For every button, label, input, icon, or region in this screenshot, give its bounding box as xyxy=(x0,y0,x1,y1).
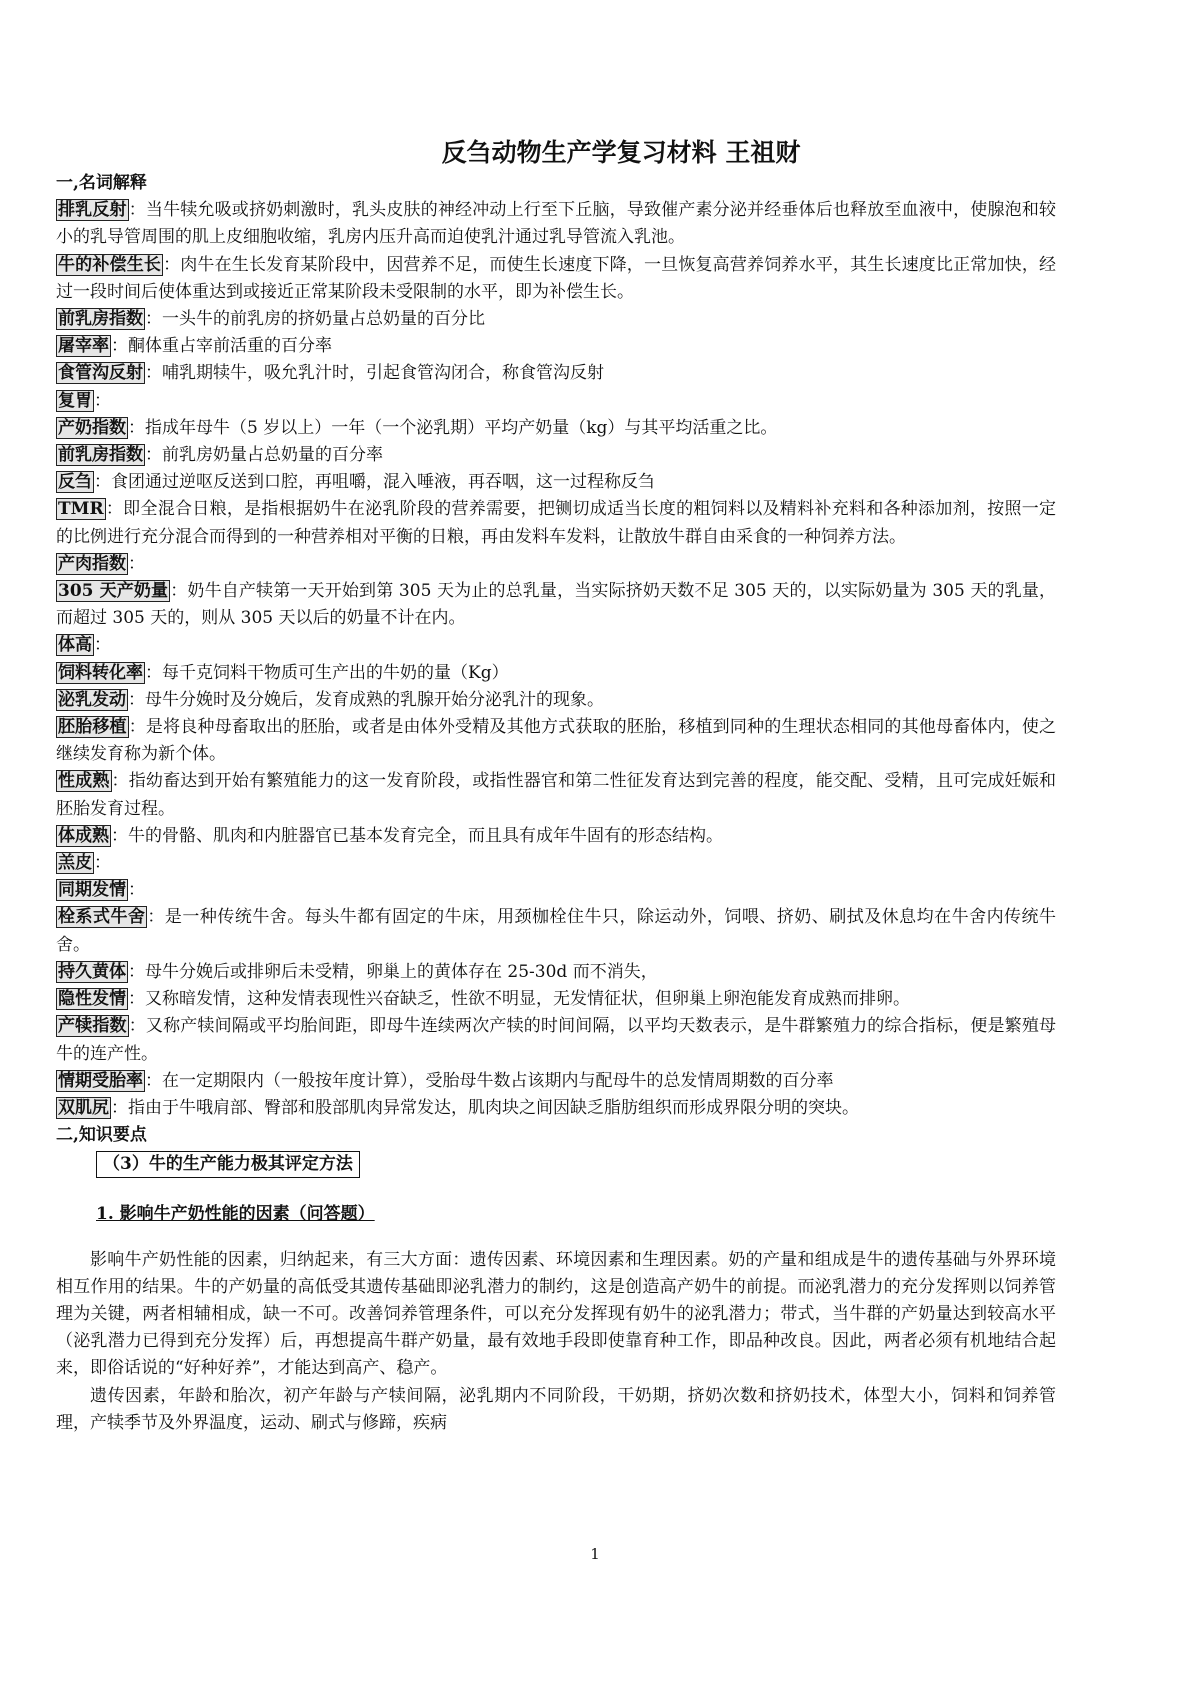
page-number: 1 xyxy=(590,1545,600,1563)
glossary-term: 同期发情 xyxy=(58,880,126,901)
glossary-term: 反刍 xyxy=(58,472,92,493)
colon: ： xyxy=(128,417,145,438)
glossary-term: 牛的补偿生长 xyxy=(58,254,162,275)
colon: ： xyxy=(128,200,146,221)
glossary-term: 产奶指数 xyxy=(58,417,126,438)
colon: ： xyxy=(105,499,124,520)
colon: ： xyxy=(94,472,111,493)
glossary-entry xyxy=(56,360,1056,387)
glossary-entry xyxy=(56,252,1056,306)
glossary-term: 持久黄体 xyxy=(58,961,126,982)
glossary-entry xyxy=(56,660,1056,687)
colon: ： xyxy=(111,825,128,846)
glossary-entry xyxy=(56,768,1056,822)
glossary-definition: 即全混合日粮，是指根据奶牛在泌乳阶段的营养需要，把铡切成适当长度的粗饲料以及精料补充料和各种添加剂，按照一定的比例进行充分混合而得到的一种营养相对平衡的日粮，再由发料车发料，让散放牛群自由采食的一种饲养方法。 xyxy=(56,499,1057,547)
glossary-definition: 又称产犊间隔或平均胎间距，即母牛连续两次产犊的时间间隔，以平均天数表示，是牛群繁殖力的综合指标，便是繁殖母牛的连产性。 xyxy=(56,1016,1057,1064)
colon: ： xyxy=(111,336,128,357)
glossary-term: 胚胎移植 xyxy=(58,717,127,738)
glossary-term: 饲料转化率 xyxy=(58,662,143,683)
glossary-term: 排乳反射 xyxy=(58,200,127,221)
glossary-term: 体高 xyxy=(58,635,92,656)
glossary-entry xyxy=(56,551,1056,578)
glossary-term: TMR xyxy=(58,499,104,520)
glossary-entry xyxy=(56,823,1056,850)
glossary-definition: 母牛分娩时及分娩后，发育成熟的乳腺开始分泌乳汁的现象。 xyxy=(145,689,604,710)
glossary-entry xyxy=(56,687,1056,714)
glossary-entry xyxy=(56,986,1056,1013)
glossary-definition: 牛的骨骼、肌肉和内脏器官已基本发育完全，而且具有成年牛固有的形态结构。 xyxy=(128,825,723,846)
glossary-entry xyxy=(56,442,1056,469)
glossary-term: 复胃 xyxy=(58,390,92,411)
colon: ： xyxy=(145,445,162,466)
glossary-definition: 当牛犊允吸或挤奶刺激时，乳头皮肤的神经冲动上行至下丘脑，导致催产素分泌并经垂体后也释放至血液中，使腺泡和较小的乳导管周围的肌上皮细胞收缩，乳房内压升高而迫使乳汁通过乳导管流入乳池。 xyxy=(56,200,1057,248)
colon: ： xyxy=(128,880,145,901)
colon: ： xyxy=(128,717,146,738)
colon: ： xyxy=(94,635,111,656)
glossary-entry xyxy=(56,850,1056,877)
section-heading-glossary: 一,名词解释 xyxy=(56,173,147,193)
glossary-term: 羔皮 xyxy=(58,853,92,874)
glossary-term: 双肌尻 xyxy=(58,1097,109,1118)
glossary-term: 体成熟 xyxy=(58,825,109,846)
colon: ： xyxy=(145,662,162,683)
glossary-entry xyxy=(56,578,1056,632)
colon: ： xyxy=(128,1016,146,1037)
glossary-definition: 前乳房奶量占总奶量的百分率 xyxy=(162,445,383,466)
colon: ： xyxy=(111,1097,128,1118)
glossary-definition: 每千克饲料干物质可生产出的牛奶的量（Kg） xyxy=(162,662,509,683)
glossary-definition: 指由于牛哦肩部、臀部和股部肌肉异常发达，肌肉块之间因缺乏脂肪组织而形成界限分明的突块。 xyxy=(128,1097,859,1118)
glossary-definition: 食团通过逆呕反送到口腔，再咀嚼，混入唾液，再吞咽，这一过程称反刍 xyxy=(111,472,655,493)
colon: ： xyxy=(145,363,162,384)
boxed-heading: （3）牛的生产能力极其评定方法 xyxy=(96,1151,360,1178)
colon: ： xyxy=(147,907,165,928)
glossary-term: 情期受胎率 xyxy=(58,1070,143,1091)
glossary-term: 性成熟 xyxy=(58,771,110,792)
glossary-entry xyxy=(56,1095,1056,1122)
glossary-definition: 指成年母牛（5 岁以上）一年（一个泌乳期）平均产奶量（kg）与其平均活重之比。 xyxy=(145,417,778,438)
glossary-term: 食管沟反射 xyxy=(58,363,143,384)
glossary-definition: 一头牛的前乳房的挤奶量占总奶量的百分比 xyxy=(162,309,485,330)
glossary-entry xyxy=(56,388,1056,415)
glossary-definition: 母牛分娩后或排卵后未受精，卵巢上的黄体存在 25-30d 而不消失， xyxy=(145,961,658,982)
glossary-list xyxy=(56,197,1056,1122)
glossary-entry xyxy=(56,469,1056,496)
glossary-entry xyxy=(56,197,1056,251)
glossary-definition: 哺乳期犊牛，吸允乳汁时，引起食管沟闭合，称食管沟反射 xyxy=(162,363,604,384)
glossary-term: 泌乳发动 xyxy=(58,689,126,710)
glossary-entry xyxy=(56,1013,1056,1067)
colon: ： xyxy=(111,771,129,792)
colon: ： xyxy=(145,309,162,330)
colon: ： xyxy=(128,961,145,982)
glossary-entry xyxy=(56,306,1056,333)
glossary-entry xyxy=(56,1068,1056,1095)
glossary-term: 前乳房指数 xyxy=(58,445,143,466)
glossary-entry xyxy=(56,415,1056,442)
glossary-definition: 肉牛在生长发育某阶段中，因营养不足，而使生长速度下降，一旦恢复高营养饲养水平，其生长速度比正常加快，经过一段时间后使体重达到或接近正常某阶段未受限制的水平，即为补偿生长。 xyxy=(56,254,1057,302)
glossary-entry xyxy=(56,333,1056,360)
glossary-entry xyxy=(56,632,1056,659)
glossary-definition: 奶牛自产犊第一天开始到第 305 天为止的总乳量，当实际挤奶天数不足 305 天的，以实际奶量为 305 天的乳量，而超过 305 天的，则从 305 天以后的奶量不计在内。 xyxy=(56,581,1057,629)
glossary-entry xyxy=(56,714,1056,768)
glossary-entry xyxy=(56,496,1056,550)
colon: ： xyxy=(128,553,145,574)
glossary-definition: 又称暗发情，这种发情表现性兴奋缺乏，性欲不明显，无发情征状，但卵巢上卵泡能发育成熟而排卵。 xyxy=(145,989,910,1010)
colon: ： xyxy=(94,853,111,874)
document-title: 反刍动物生产学复习材料 王祖财 xyxy=(441,138,801,167)
glossary-definition: 酮体重占宰前活重的百分率 xyxy=(128,336,332,357)
glossary-term: 屠宰率 xyxy=(58,336,109,357)
glossary-entry xyxy=(56,959,1056,986)
colon: ： xyxy=(163,254,181,275)
glossary-term: 305 天产奶量 xyxy=(58,581,169,602)
glossary-definition: 是将良种母畜取出的胚胎，或者是由体外受精及其他方式获取的胚胎，移植到同种的生理状态相同的其他母畜体内，使之继续发育称为新个体。 xyxy=(56,717,1057,765)
glossary-term: 产犊指数 xyxy=(58,1016,127,1037)
glossary-term: 隐性发情 xyxy=(58,989,126,1010)
subheading: 1. 影响牛产奶性能的因素（问答题） xyxy=(96,1203,375,1224)
glossary-definition: 在一定期限内（一般按年度计算），受胎母牛数占该期内与配母牛的总发情周期数的百分率 xyxy=(162,1070,834,1091)
glossary-definition: 指幼畜达到开始有繁殖能力的这一发育阶段，或指性器官和第二性征发育达到完善的程度，能交配、受精，且可完成妊娠和胚胎发育过程。 xyxy=(56,771,1057,819)
colon: ： xyxy=(128,989,145,1010)
section-heading-key-points: 二,知识要点 xyxy=(56,1125,147,1146)
glossary-definition: 是一种传统牛舍。每头牛都有固定的牛床，用颈枷栓住牛只，除运动外，饲喂、挤奶、刷拭及休息均在牛舍内传统牛舍。 xyxy=(56,907,1057,955)
glossary-entry xyxy=(56,877,1056,904)
colon: ： xyxy=(145,1070,162,1091)
glossary-entry xyxy=(56,904,1056,958)
colon: ： xyxy=(94,390,111,411)
glossary-term: 产肉指数 xyxy=(58,553,126,574)
colon: ： xyxy=(128,689,145,710)
document-page xyxy=(56,136,1056,1437)
paragraph: 影响牛产奶性能的因素，归纳起来，有三大方面：遗传因素、环境因素和生理因素。奶的产量和组成是牛的遗传基础与外界环境相互作用的结果。牛的产奶量的高低受其遗传基础即泌乳潜力的制约，这是创造高产奶牛的前提。而泌乳潜力的充分发挥则以饲养管理为关键，两者相辅相成，缺一不可。改善饲养管理条件，可以充分发挥现有奶牛的泌乳潜力；带式，当牛群的产奶量达到较高水平（泌乳潜力已得到充分发挥）后，再想提高牛群产奶量，最有效地手段即使靠育种工作，即品种改良。因此，两者必须有机地结合起来，即俗话说的“好种好养”，才能达到高产、稳产。 xyxy=(56,1249,1056,1379)
paragraph: 遗传因素，年龄和胎次，初产年龄与产犊间隔，泌乳期内不同阶段，干奶期，挤奶次数和挤奶技术，体型大小，饲料和饲养管理，产犊季节及外界温度，运动、刷式与修蹄，疾病 xyxy=(56,1385,1056,1433)
colon: ： xyxy=(170,581,188,602)
glossary-term: 栓系式牛舍 xyxy=(58,907,146,928)
glossary-term: 前乳房指数 xyxy=(58,309,143,330)
